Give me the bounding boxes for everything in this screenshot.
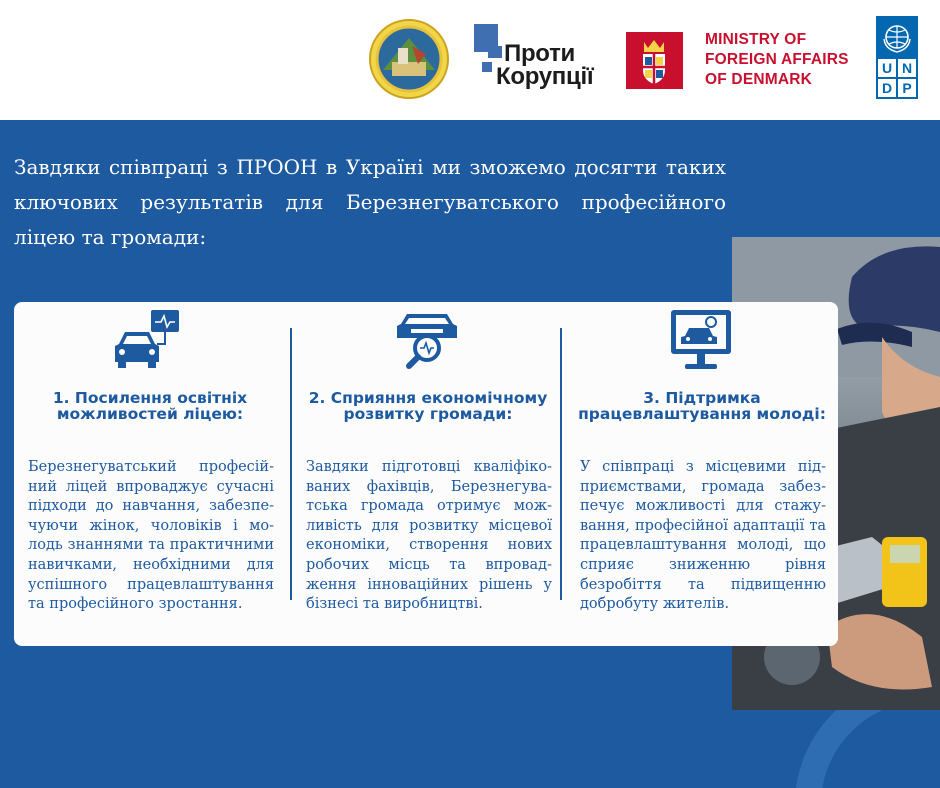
column-divider <box>560 328 562 600</box>
monitor-car-icon <box>661 308 741 372</box>
main-blue-panel <box>0 120 940 788</box>
undp-letter: D <box>878 79 896 97</box>
undp-logo <box>876 16 918 99</box>
result-title: 3. Підтримка працевлаштування молоді: <box>578 389 826 423</box>
undp-letter: U <box>878 59 896 77</box>
header-logo-bar <box>0 0 940 120</box>
result-column-1 <box>14 302 284 646</box>
anticorruption-mark-icon <box>482 62 492 72</box>
denmark-ministry-line: MINISTRY OF <box>705 31 807 48</box>
results-card <box>14 302 838 646</box>
result-column-2 <box>292 302 562 646</box>
anticorruption-mark-icon <box>488 46 502 58</box>
result-title: 1. Посилення освітніх можливостей ліцею: <box>52 389 248 423</box>
result-body: Березнегуватський професійний ліцей впроваджує сучасні підходи до навчання, забезпечуючи жінок, чоловіків і молодь знаннями та практичними навичками, необхідними для успішного працевлаштування та професійного зростання. <box>28 459 274 613</box>
denmark-ministry-line: FOREIGN AFFAIRS <box>705 51 849 68</box>
royal-crest-icon <box>626 32 683 89</box>
un-globe-icon <box>879 19 915 55</box>
undp-letter: P <box>898 79 916 97</box>
result-title: 2. Сприяння економічному розвитку громади: <box>308 389 548 423</box>
anticorruption-line2: Корупції <box>496 63 594 90</box>
car-inspection-icon <box>387 308 467 372</box>
denmark-ministry-logo <box>705 30 870 90</box>
result-column-3 <box>566 302 836 646</box>
car-diagnostics-icon <box>109 308 189 372</box>
result-body: У співпраці з місцевими підприємствами, громада забезпечує можливості для стажування, професійної адаптації та працевлаштування молоді, що сприяє зниженню рівня безробіття та підвищенню добробуту жителів. <box>580 459 826 613</box>
undp-letter: N <box>898 59 916 77</box>
anticorruption-logo <box>474 22 614 92</box>
anticorruption-line1: Проти <box>504 40 575 67</box>
result-body: Завдяки підготовці кваліфікованих фахівців, Березнегуватська громада отримує можливість для розвитку місцевої економіки, створення нових робочих місць та впровадження інноваційних рішень у бізнесі та виробництві. <box>306 459 552 613</box>
community-emblem-icon <box>368 18 450 100</box>
intro-text: Завдяки співпраці з ПРООН в Україні ми зможемо досягти таких ключових результатів для Березнегуватського професійного ліцею та громади: <box>14 155 726 249</box>
denmark-ministry-line: OF DENMARK <box>705 71 813 88</box>
